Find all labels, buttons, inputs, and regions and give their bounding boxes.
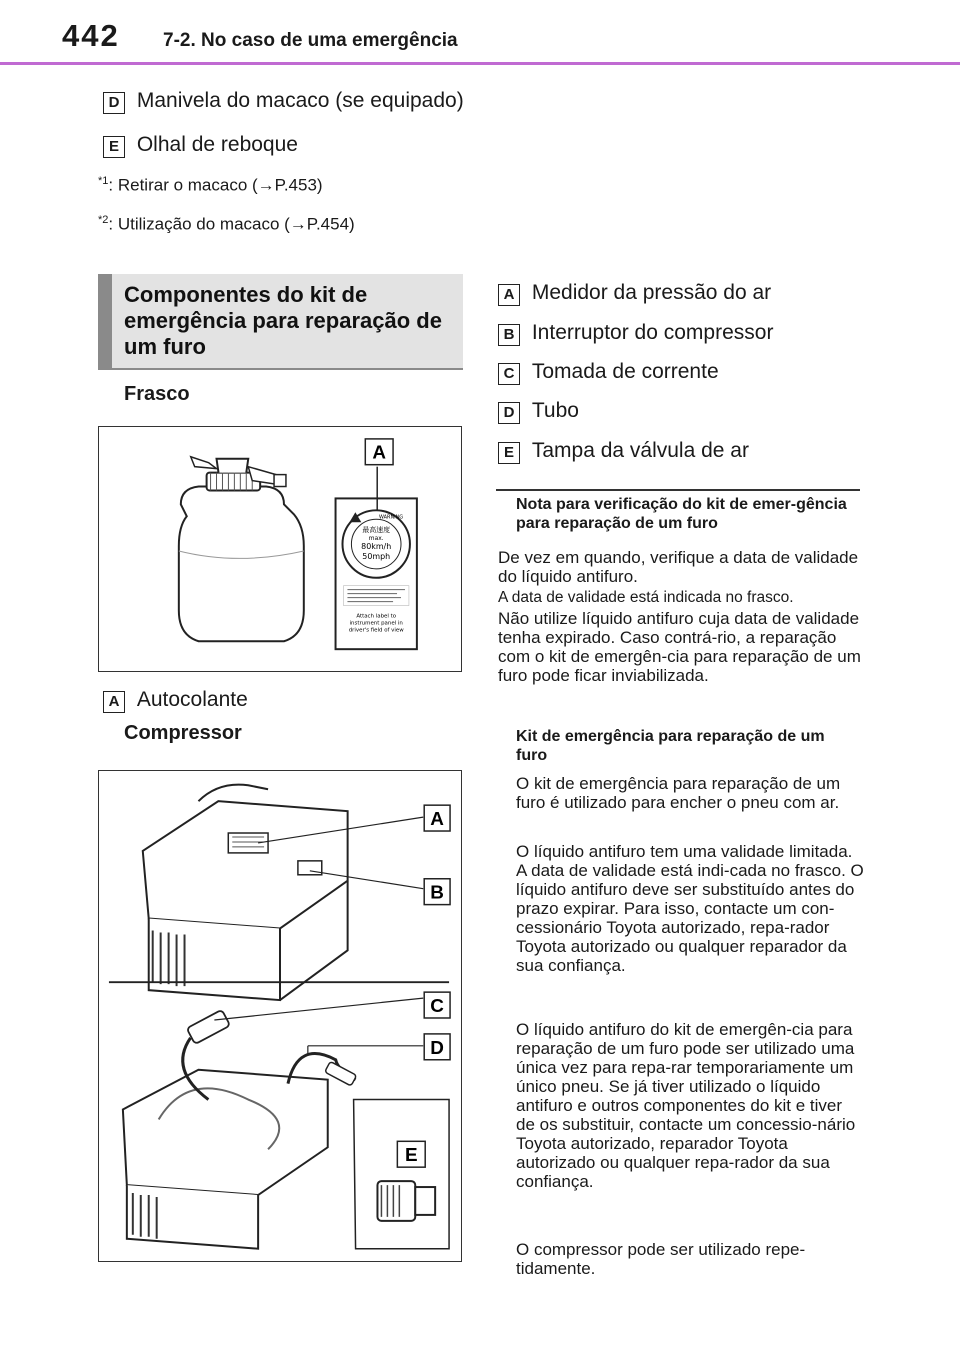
list-item [498, 281, 771, 306]
note-rule [496, 489, 860, 491]
footnote-text: : Utilização do macaco (→P.454) [108, 214, 355, 234]
item-label: Manivela do macaco (se equipado) [136, 89, 464, 112]
item-tag: A [498, 284, 520, 306]
callout-e: E [404, 1145, 418, 1167]
list-item [498, 399, 579, 424]
footnote [98, 175, 323, 196]
list-item [498, 360, 719, 385]
bottle-figure [98, 426, 462, 672]
callout-a: A [430, 809, 444, 831]
kit-paragraph: O compressor pode ser utilizado repe-tidamente. [516, 1240, 806, 1278]
sticker-text: max. [368, 535, 384, 543]
callout-b: B [430, 882, 444, 904]
footnote [98, 214, 355, 235]
bottle-illustration [99, 427, 461, 671]
sticker-text: 80km/h [361, 542, 392, 551]
sticker-text: 50mph [362, 551, 391, 561]
note-title: Nota para verificação do kit de emer-gência para reparação de um furo [516, 496, 847, 532]
header-rule [0, 62, 960, 65]
item-label: Tomada de corrente [531, 360, 719, 383]
callout-c: C [430, 996, 444, 1018]
item-tag: B [498, 324, 520, 346]
kit-paragraph: O kit de emergência para reparação de um furo é utilizado para encher o pneu com ar. [516, 774, 841, 812]
item-label: Tubo [531, 399, 579, 422]
kit-paragraph: O líquido antifuro do kit de emergên-cia para reparação de um furo pode ser utilizado uma única vez para repa-rar temporariamente um único pneu. Se já tiver utilizado o líquido antifuro e outros componentes do kit e tiver de os substituir, contacte um concessio-nário Toyota autorizado, reparador Toyota autorizado ou qualquer repa-rador da sua confiança. [516, 1020, 856, 1191]
item-label: Medidor da pressão do ar [531, 281, 772, 304]
footnote-mark: *2 [98, 214, 109, 226]
item-label: Autocolante [136, 688, 248, 711]
list-item [103, 89, 464, 114]
list-item [103, 688, 248, 713]
page-number: 442 [62, 18, 120, 53]
bottle-heading: Frasco [124, 383, 190, 405]
callout-a: A [372, 441, 386, 463]
item-tag: D [103, 92, 125, 114]
footnote-text: : Retirar o macaco (→P.453) [108, 175, 323, 195]
list-item [103, 133, 298, 158]
item-tag: E [498, 442, 520, 464]
sticker-text: WARNING [379, 514, 404, 521]
item-label: Interruptor do compressor [531, 321, 774, 344]
list-item [498, 439, 749, 464]
sticker-text: driver's field of view [348, 627, 404, 634]
compressor-figure [98, 770, 462, 1262]
section-title: Componentes do kit de emergência para reparação de um furo [124, 282, 442, 359]
compressor-illustration [99, 771, 461, 1261]
item-tag: D [498, 402, 520, 424]
item-tag: C [498, 363, 520, 385]
item-tag: E [103, 136, 125, 158]
kit-title: Kit de emergência para reparação de um furo [516, 728, 825, 764]
sticker-text: Attach label to [356, 613, 397, 620]
item-label: Olhal de reboque [136, 133, 298, 156]
list-item [498, 321, 773, 346]
sticker-text: instrument panel in [349, 620, 403, 627]
item-label: Tampa da válvula de ar [531, 439, 749, 462]
kit-paragraph: O líquido antifuro tem uma validade limitada. A data de validade está indi-cada no frasco. O líquido antifuro deve ser substituído antes do prazo expirar. Para isso, contacte um con-cessionário Toyota autorizado, repa-rador Toyota autorizado ou qualquer reparador da sua confiança. [516, 842, 864, 975]
note-paragraph: Não utilize líquido antifuro cuja data de validade tenha expirado. Caso contrá-rio, a reparação com o kit de emergên-cia para reparação de um furo pode ficar inviabilizada. [498, 609, 861, 685]
note-paragraph: A data de validade está indicada no frasco. [498, 589, 794, 606]
section-heading-box [98, 274, 463, 370]
compressor-heading: Compressor [124, 722, 242, 744]
chapter-title: 7-2. No caso de uma emergência [163, 30, 458, 51]
sticker-text: 最高速度 [362, 526, 391, 535]
note-paragraph: De vez em quando, verifique a data de validade do líquido antifuro. [498, 548, 859, 586]
footnote-mark: *1 [98, 175, 109, 187]
callout-d: D [430, 1037, 444, 1059]
item-tag: A [103, 691, 125, 713]
